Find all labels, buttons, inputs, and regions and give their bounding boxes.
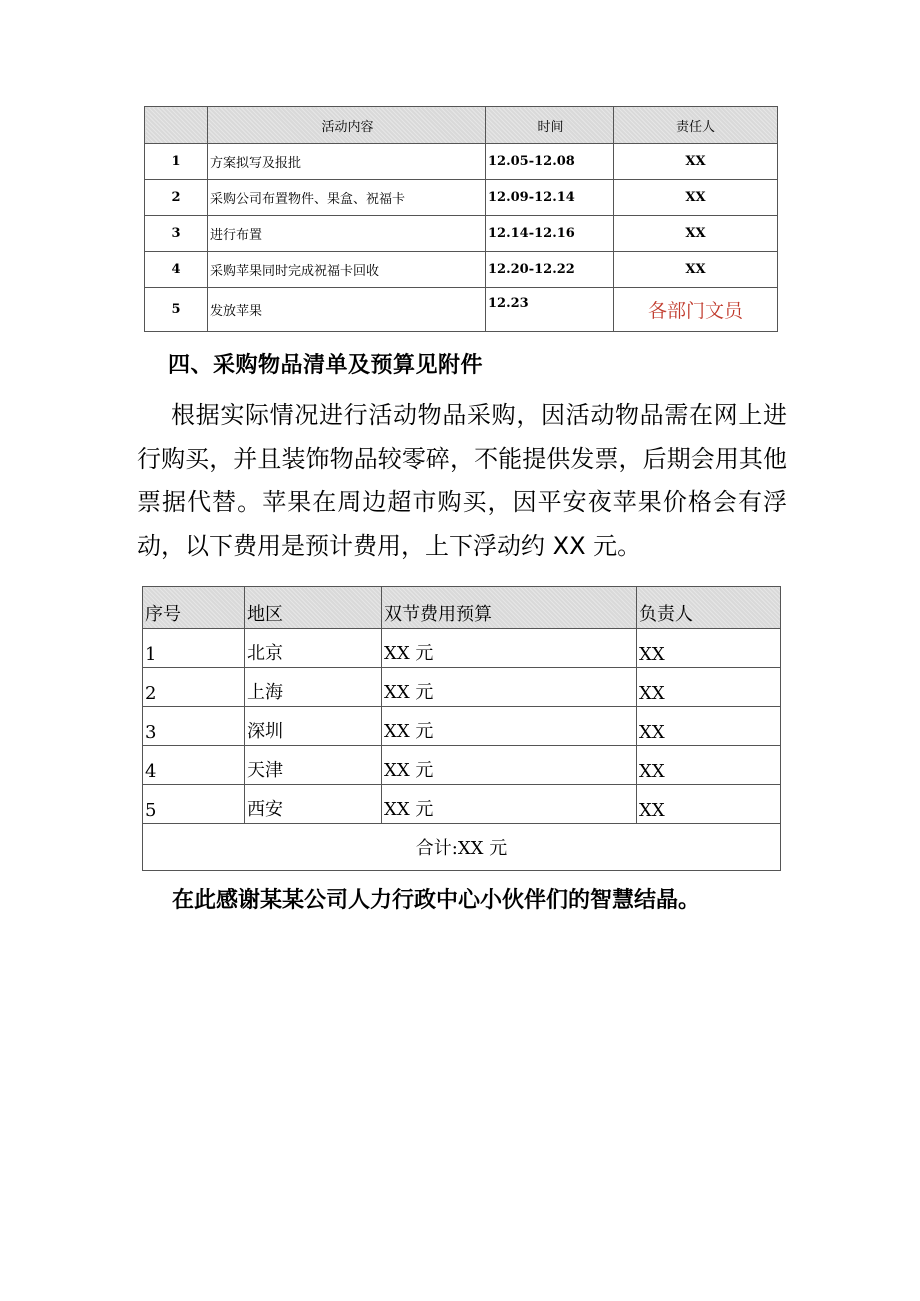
budget-row — [143, 629, 781, 668]
schedule-content: 进行布置 — [208, 216, 486, 252]
budget-row — [143, 746, 781, 785]
budget-row — [143, 668, 781, 707]
budget-amount: XX 元 — [382, 785, 637, 824]
schedule-time: 12.14-12.16 — [486, 216, 614, 252]
budget-total: 合计:XX 元 — [143, 824, 781, 871]
budget-header-amount: 双节费用预算 — [382, 587, 637, 629]
budget-region: 上海 — [245, 668, 382, 707]
schedule-time: 12.05-12.08 — [486, 144, 614, 180]
schedule-no: 1 — [145, 144, 208, 180]
schedule-content: 方案拟写及报批 — [208, 144, 486, 180]
schedule-row — [145, 180, 778, 216]
schedule-header-no — [145, 107, 208, 144]
budget-row — [143, 785, 781, 824]
schedule-header-owner: 责任人 — [614, 107, 778, 144]
schedule-content: 采购公司布置物件、果盒、祝福卡 — [208, 180, 486, 216]
budget-header-owner: 负责人 — [637, 587, 781, 629]
budget-header-row — [143, 587, 781, 629]
budget-amount: XX 元 — [382, 707, 637, 746]
schedule-row — [145, 288, 778, 332]
schedule-header-content: 活动内容 — [208, 107, 486, 144]
schedule-no: 5 — [145, 288, 208, 332]
section-heading: 四、采购物品清单及预算见附件 — [168, 353, 484, 378]
schedule-content: 发放苹果 — [208, 288, 486, 332]
budget-owner: XX — [637, 707, 781, 746]
thanks-note: 在此感谢某某公司人力行政中心小伙伴们的智慧结晶。 — [172, 888, 701, 913]
schedule-owner-highlight: 各部门文员 — [614, 288, 778, 332]
budget-owner: XX — [637, 746, 781, 785]
budget-amount: XX 元 — [382, 746, 637, 785]
schedule-row — [145, 216, 778, 252]
schedule-no: 2 — [145, 180, 208, 216]
schedule-no: 4 — [145, 252, 208, 288]
budget-owner: XX — [637, 629, 781, 668]
budget-total-row — [143, 824, 781, 871]
budget-no: 3 — [143, 707, 245, 746]
schedule-header-row — [145, 107, 778, 144]
schedule-time: 12.23 — [486, 288, 614, 332]
body-paragraph: 根据实际情况进行活动物品采购，因活动物品需在网上进行购买，并且装饰物品较零碎，不能提供发票，后期会用其他票据代替。苹果在周边超市购买，因平安夜苹果价格会有浮动，以下费用是预计费用，上下浮动约 XX 元。 — [137, 401, 787, 560]
schedule-owner: XX — [614, 252, 778, 288]
schedule-content: 采购苹果同时完成祝福卡回收 — [208, 252, 486, 288]
budget-row — [143, 707, 781, 746]
schedule-time: 12.20-12.22 — [486, 252, 614, 288]
budget-region: 天津 — [245, 746, 382, 785]
budget-header-no: 序号 — [143, 587, 245, 629]
budget-amount: XX 元 — [382, 668, 637, 707]
budget-region: 西安 — [245, 785, 382, 824]
schedule-row — [145, 252, 778, 288]
budget-header-region: 地区 — [245, 587, 382, 629]
budget-region: 深圳 — [245, 707, 382, 746]
budget-no: 5 — [143, 785, 245, 824]
schedule-header-time: 时间 — [486, 107, 614, 144]
budget-table — [142, 586, 781, 871]
budget-owner: XX — [637, 785, 781, 824]
schedule-row — [145, 144, 778, 180]
budget-owner: XX — [637, 668, 781, 707]
budget-no: 1 — [143, 629, 245, 668]
schedule-time: 12.09-12.14 — [486, 180, 614, 216]
budget-region: 北京 — [245, 629, 382, 668]
budget-no: 4 — [143, 746, 245, 785]
schedule-owner: XX — [614, 144, 778, 180]
schedule-owner: XX — [614, 216, 778, 252]
schedule-table — [144, 106, 778, 332]
budget-no: 2 — [143, 668, 245, 707]
budget-amount: XX 元 — [382, 629, 637, 668]
schedule-no: 3 — [145, 216, 208, 252]
schedule-owner: XX — [614, 180, 778, 216]
